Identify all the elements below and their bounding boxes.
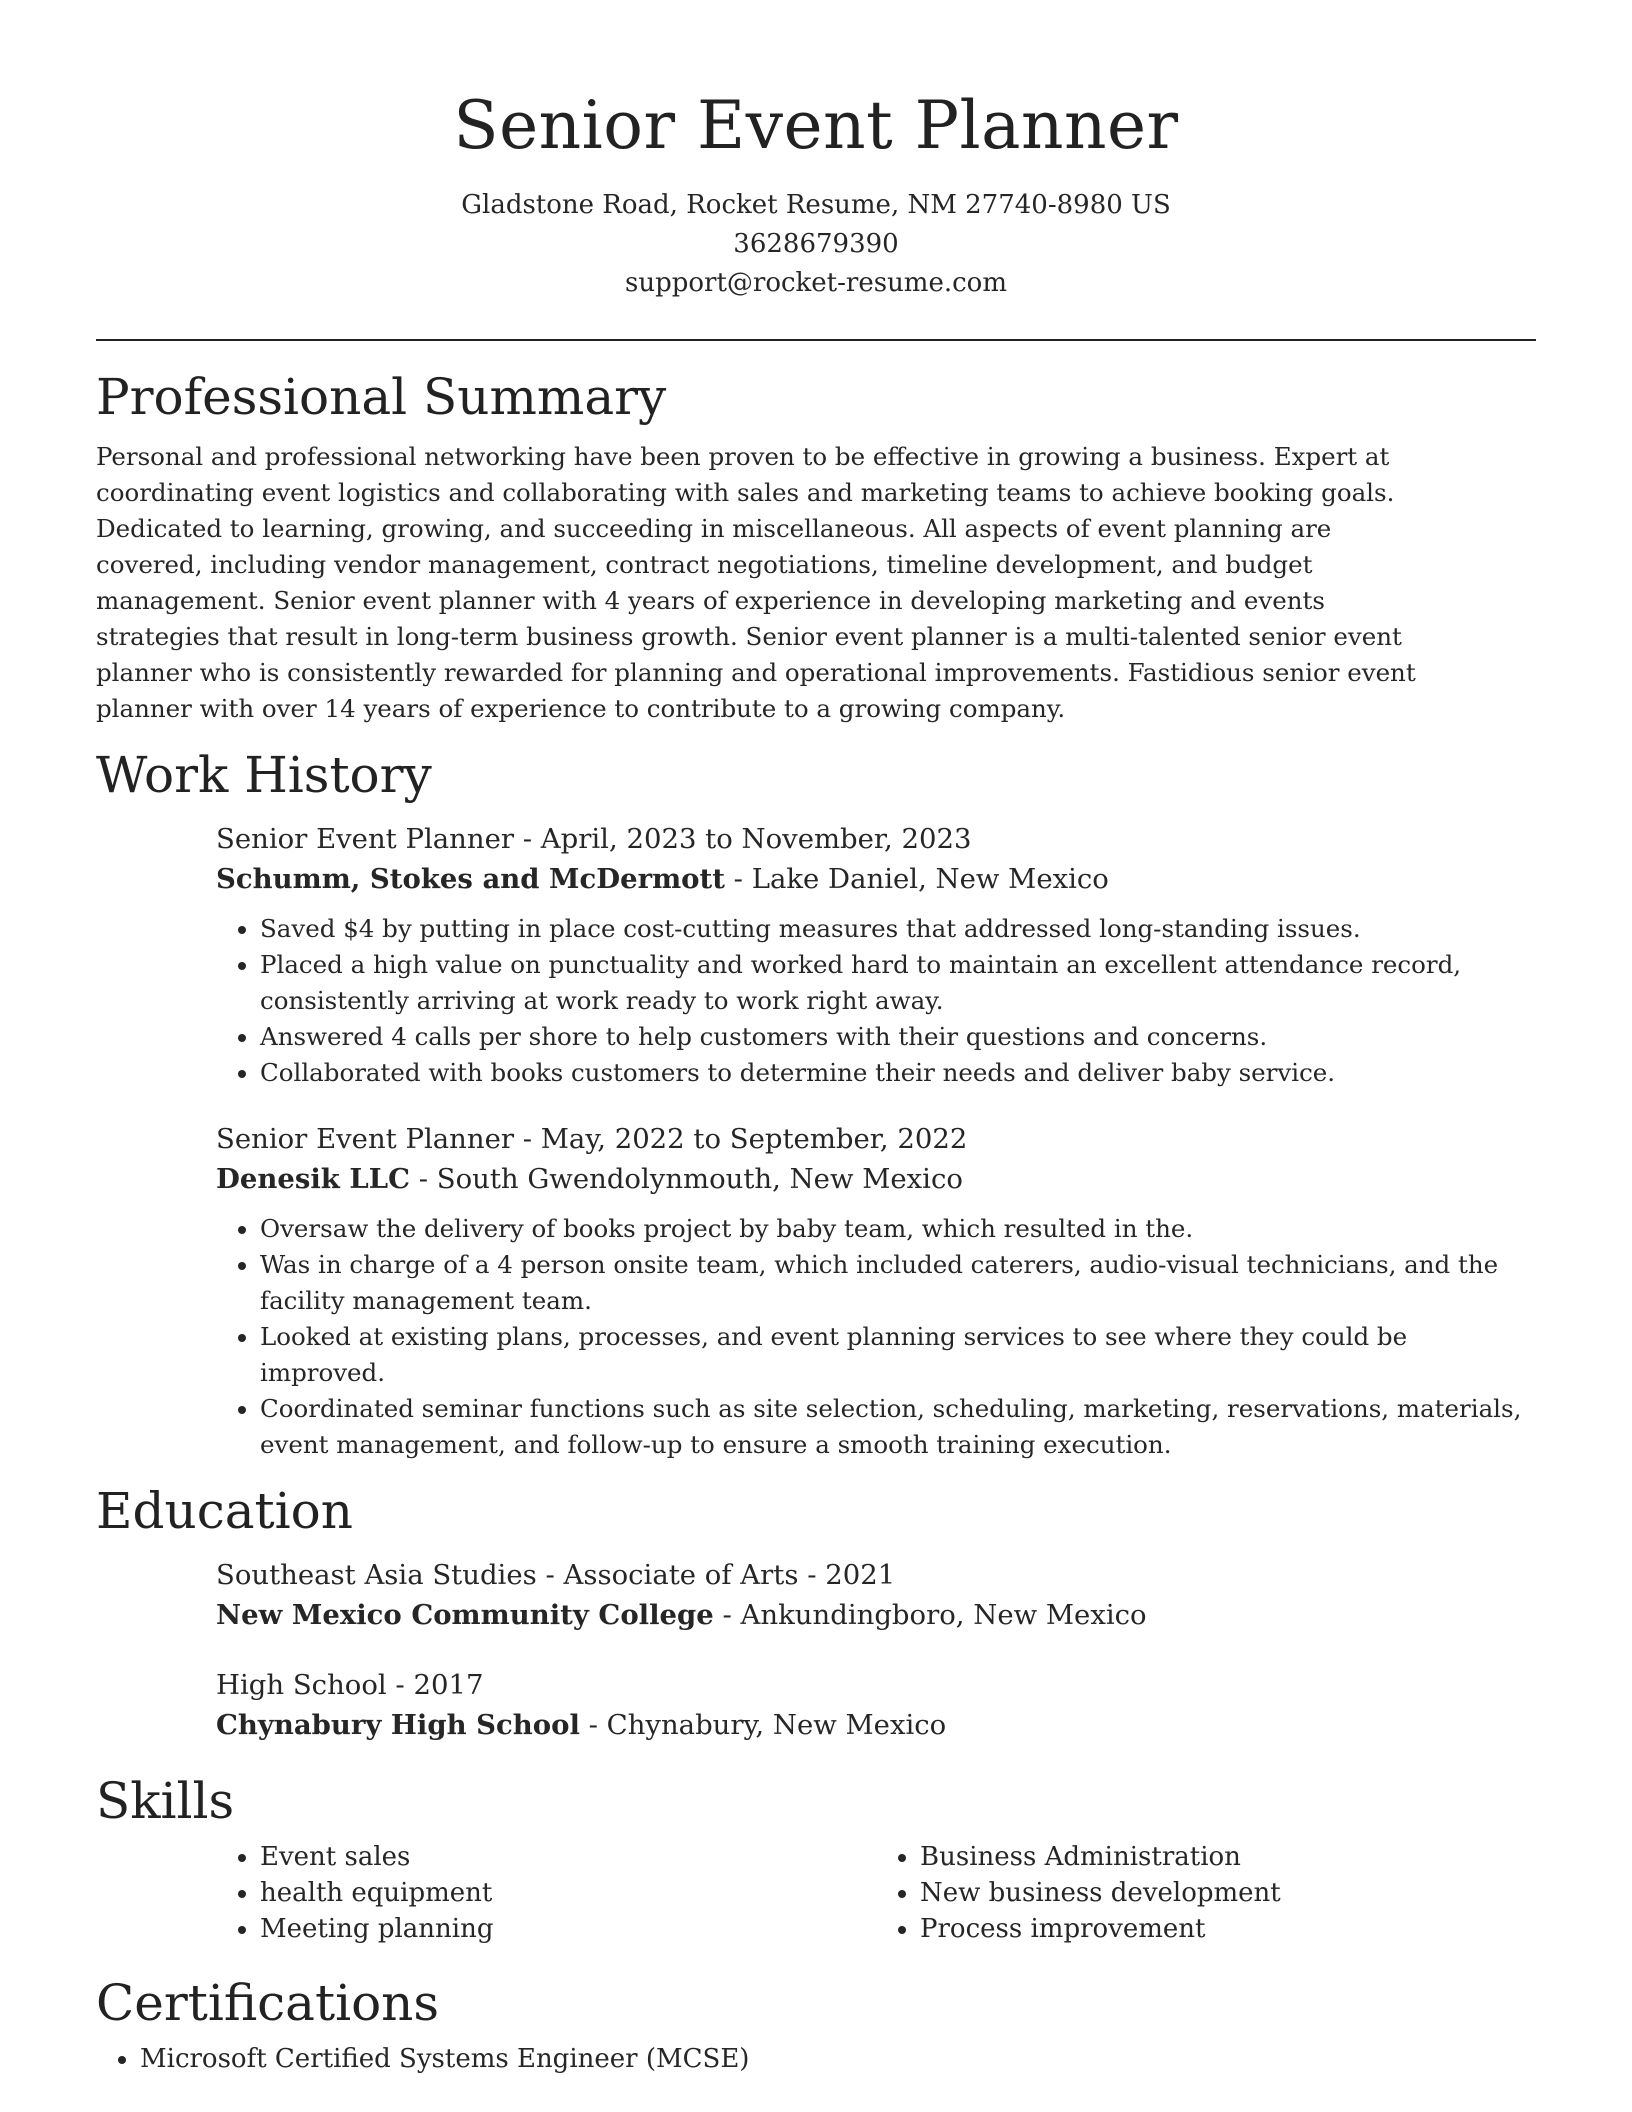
job-company-line [216, 1159, 1536, 1199]
education-entry [216, 1555, 1536, 1635]
school-name: New Mexico Community College [216, 1599, 714, 1631]
school-line [216, 1705, 1536, 1745]
school-location: - Ankundingboro, New Mexico [713, 1599, 1147, 1631]
summary-text: Personal and professional networking have been proven to be effective in growing a business. Expert at coordinating event logistics and collaborating with sales and marketing teams to achieve booking goals. Dedicated to learning, growing, and succeeding in miscellaneous. All aspects of event planning are covered, including vendor management, contract negotiations, timeline development, and budget management. Senior event planner with 4 years of experience in developing marketing and events strategies that result in long-term business growth. Senior event planner is a multi-talented senior event planner who is consistently rewarded for planning and operational improvements. Fastidious senior event planner with over 14 years of experience to contribute to a growing company. [96, 442, 1416, 723]
job-bullet: • Looked at existing plans, processes, and event planning services to see where they could be improved. [260, 1319, 1536, 1391]
resume-header [96, 0, 1536, 303]
job-bullet: • Answered 4 calls per shore to help customers with their questions and concerns. [260, 1019, 1536, 1055]
job-dates: - April, 2023 to November, 2023 [514, 823, 972, 855]
skill-item: • Meeting planning [260, 1911, 876, 1947]
job-bullet: • Placed a high value on punctuality and worked hard to maintain an excellent attendance record, consistently arriving at work ready to work right away. [260, 947, 1536, 1019]
degree-line: High School - 2017 [216, 1669, 484, 1701]
education-entry [216, 1665, 1536, 1745]
certifications-heading: Certifications [96, 1974, 440, 2032]
job-company: Schumm, Stokes and McDermott [216, 863, 725, 895]
contact-info [96, 186, 1536, 303]
job-company: Denesik LLC [216, 1163, 410, 1195]
header-divider [96, 339, 1536, 341]
job-bullet: • Coordinated seminar functions such as site selection, scheduling, marketing, reservations, materials, event management, and follow-up to ensure a smooth training execution. [260, 1391, 1536, 1463]
job-bullet: • Was in charge of a 4 person onsite team, which included caterers, audio-visual technicians, and the facility management team. [260, 1247, 1536, 1319]
job-title-line [216, 819, 1536, 859]
resume-page [96, 0, 1536, 2077]
skills-section [96, 1771, 1536, 1947]
certifications-section [96, 1973, 1536, 2077]
work-heading: Work History [96, 746, 432, 804]
job-entry [216, 1119, 1536, 1463]
job-bullets [216, 911, 1536, 1091]
contact-address: Gladstone Road, Rocket Resume, NM 27740-8980 US [461, 190, 1171, 220]
job-dates: - May, 2022 to September, 2022 [514, 1123, 968, 1155]
skills-heading: Skills [96, 1772, 235, 1830]
degree-line: Southeast Asia Studies - Associate of Arts - 2021 [216, 1559, 896, 1591]
skills-right-list [876, 1839, 1536, 1947]
job-role: Senior Event Planner [216, 823, 514, 855]
school-line [216, 1595, 1536, 1635]
education-heading: Education [96, 1482, 353, 1540]
skill-item: • Business Administration [920, 1839, 1536, 1875]
contact-phone: 3628679390 [733, 229, 899, 259]
job-entry [216, 819, 1536, 1091]
job-bullets [216, 1211, 1536, 1463]
job-location: - Lake Daniel, New Mexico [724, 863, 1109, 895]
school-location: - Chynabury, New Mexico [579, 1709, 947, 1741]
education-section [96, 1481, 1536, 1745]
contact-email: support@rocket-resume.com [624, 268, 1007, 298]
certifications-list [96, 2041, 1536, 2077]
work-section [96, 745, 1536, 1463]
skill-item: • Event sales [260, 1839, 876, 1875]
skill-item: • health equipment [260, 1875, 876, 1911]
skill-item: • Process improvement [920, 1911, 1536, 1947]
job-bullet: • Collaborated with books customers to determine their needs and deliver baby service. [260, 1055, 1536, 1091]
job-bullet: • Saved $4 by putting in place cost-cutting measures that addressed long-standing issues. [260, 911, 1536, 947]
certification-item: • Microsoft Certified Systems Engineer (MCSE) [140, 2041, 1536, 2077]
skill-item: • New business development [920, 1875, 1536, 1911]
resume-name: Senior Event Planner [453, 87, 1179, 164]
job-role: Senior Event Planner [216, 1123, 514, 1155]
job-company-line [216, 859, 1536, 899]
skills-left-list [216, 1839, 876, 1947]
job-bullet: • Oversaw the delivery of books project by baby team, which resulted in the. [260, 1211, 1536, 1247]
job-title-line [216, 1119, 1536, 1159]
school-name: Chynabury High School [216, 1709, 580, 1741]
summary-heading: Professional Summary [96, 368, 667, 426]
job-location: - South Gwendolynmouth, New Mexico [409, 1163, 963, 1195]
summary-section [96, 367, 1536, 727]
skills-columns [216, 1839, 1536, 1947]
